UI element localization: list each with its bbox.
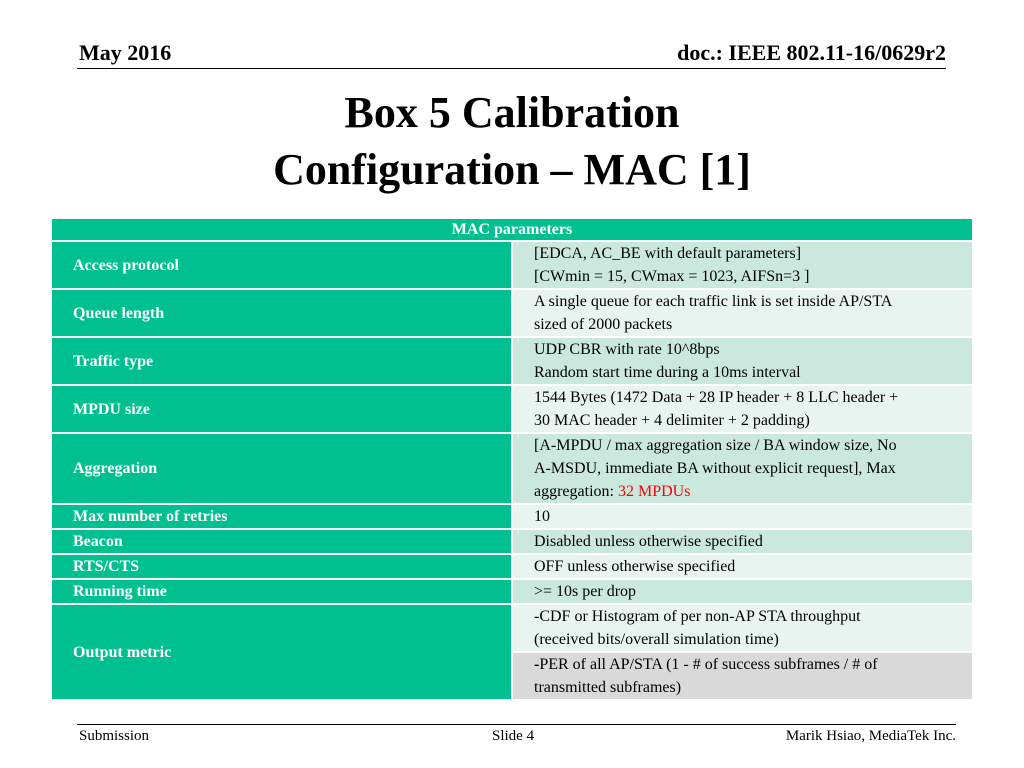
- value-line: UDP CBR with rate 10^8bps: [534, 341, 720, 358]
- value-line: [A-MPDU / max aggregation size / BA window size, No: [534, 437, 897, 454]
- value-text: PER of all AP/STA (1 - # of success subframes / # of: [539, 656, 878, 673]
- row-label: Running time: [52, 579, 512, 604]
- row-value: [512, 652, 972, 700]
- slide-title-line1: Box 5 Calibration: [344, 88, 680, 137]
- header-divider: [77, 68, 946, 69]
- footer-submission: Submission: [79, 728, 150, 744]
- row-value: [512, 289, 972, 337]
- row-label: Beacon: [52, 529, 512, 554]
- value-line: [534, 653, 966, 676]
- row-value: Disabled unless otherwise specified: [512, 529, 972, 554]
- row-value: [512, 385, 972, 433]
- row-label: Traffic type: [52, 337, 512, 385]
- value-line: A-MSDU, immediate BA without explicit request], Max: [534, 460, 896, 477]
- table-row-max-retries: [52, 504, 972, 529]
- value-line: sized of 2000 packets: [534, 316, 673, 333]
- table-heading: MAC parameters: [52, 219, 972, 241]
- value-line: [EDCA, AC_BE with default parameters]: [534, 245, 802, 262]
- value-line: -CDF or Histogram of per non-AP STA throughput: [534, 608, 861, 625]
- table-row-beacon: [52, 529, 972, 554]
- footer-slide-number: Slide 4: [492, 728, 535, 744]
- table-row-access-protocol: [52, 241, 972, 289]
- slide-title: [0, 84, 1024, 198]
- table-header-row: [52, 219, 972, 241]
- row-label: Queue length: [52, 289, 512, 337]
- value-line: A single queue for each traffic link is set inside AP/STA: [534, 293, 893, 310]
- table-row-rts-cts: [52, 554, 972, 579]
- table-row-traffic-type: [52, 337, 972, 385]
- header-date: May 2016: [79, 40, 172, 65]
- value-line: (received bits/overall simulation time): [534, 631, 779, 648]
- row-value: >= 10s per drop: [512, 579, 972, 604]
- value-line: 1544 Bytes (1472 Data + 28 IP header + 8 LLC header +: [534, 389, 899, 406]
- value-line: Random start time during a 10ms interval: [534, 364, 801, 381]
- mac-parameters-table: [52, 219, 972, 701]
- highlight-value: 32 MPDUs: [617, 483, 691, 500]
- table-row-mpdu-size: [52, 385, 972, 433]
- header-doc-number: doc.: IEEE 802.11-16/0629r2: [677, 40, 946, 65]
- table-row-queue-length: [52, 289, 972, 337]
- footer-divider: [77, 724, 956, 725]
- table-row-aggregation: [52, 433, 972, 504]
- row-label: Output metric: [52, 604, 512, 700]
- slide-title-line2: Configuration – MAC [1]: [273, 145, 751, 194]
- table-row-output-metric: [52, 604, 972, 652]
- value-line: [CWmin = 15, CWmax = 1023, AIFSn=3 ]: [534, 268, 810, 285]
- row-label: MPDU size: [52, 385, 512, 433]
- value-line: [534, 480, 966, 503]
- row-label: RTS/CTS: [52, 554, 512, 579]
- row-value: [512, 433, 972, 504]
- value-prefix: -: [534, 656, 540, 673]
- row-value: [512, 241, 972, 289]
- row-value: [512, 604, 972, 652]
- footer-author: Marik Hsiao, MediaTek Inc.: [785, 728, 956, 744]
- row-value: [512, 337, 972, 385]
- row-label: Max number of retries: [52, 504, 512, 529]
- table-row-running-time: [52, 579, 972, 604]
- row-label: Access protocol: [52, 241, 512, 289]
- value-line: 30 MAC header + 4 delimiter + 2 padding): [534, 412, 810, 429]
- value-text: aggregation:: [534, 483, 618, 500]
- row-value: OFF unless otherwise specified: [512, 554, 972, 579]
- row-label: Aggregation: [52, 433, 512, 504]
- row-value: 10: [512, 504, 972, 529]
- value-line: transmitted subframes): [534, 679, 682, 696]
